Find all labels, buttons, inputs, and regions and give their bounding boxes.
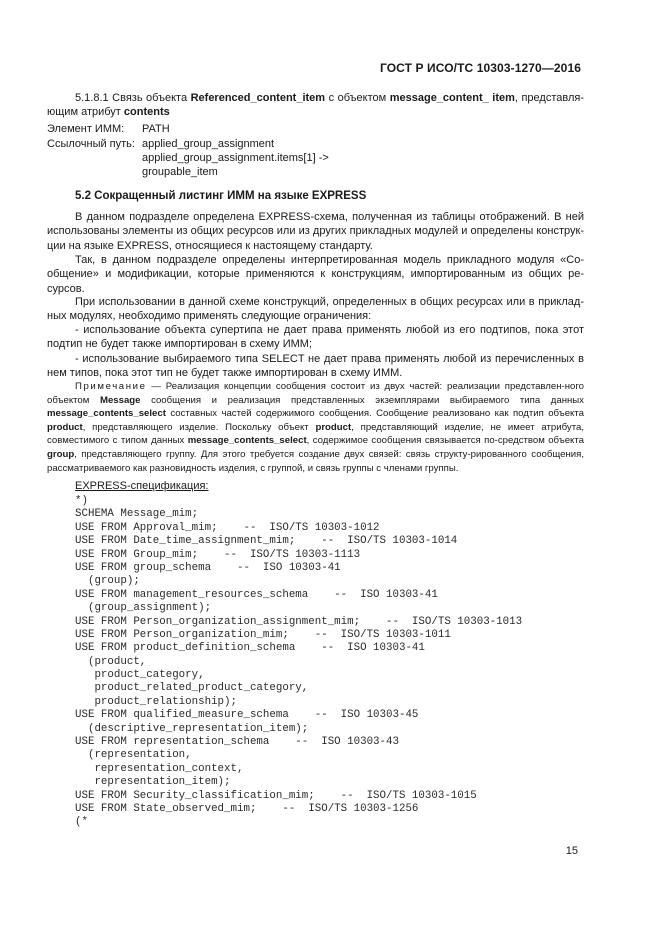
code-line: (representation, bbox=[75, 749, 192, 762]
mapping-path-line: applied_group_assignment bbox=[142, 138, 275, 150]
note-bold-term: product bbox=[315, 421, 352, 433]
note-text: сообщения и реализация представленных экземплярами выбираемого типа данных bbox=[140, 394, 584, 406]
clause-bold-term: contents bbox=[123, 106, 170, 119]
note-text: , представляющего группу. Для этого требуется создание двух связей: связь структу-рированного сообщения, рассматриваемого как разновидность изделия, с группой, и связь группы с членами группы. bbox=[47, 448, 584, 474]
clause-bold-term: Referenced_content_item bbox=[190, 92, 326, 104]
express-spec-title: EXPRESS-спецификация: bbox=[75, 480, 209, 492]
note-bold-term: message_contents_select bbox=[187, 435, 307, 447]
note-label: Примечание bbox=[75, 381, 147, 392]
code-line: product_category, bbox=[75, 669, 205, 682]
page-number: 15 bbox=[565, 845, 578, 857]
code-line: SCHEMA Message_mim; bbox=[75, 508, 199, 521]
section-5-2-heading: 5.2 Сокращенный листинг ИММ на языке EXPRESS bbox=[75, 190, 367, 202]
paragraph: Так, в данном подразделе определены интерпретированная модель прикладного модуля «Со-общение» и модификации, которые применяются к конструкциям, импортированным из общих ре-сурсов. bbox=[47, 254, 584, 295]
note-bold-term: group bbox=[47, 448, 75, 460]
mapping-path-line: applied_group_assignment.items[1] -> bbox=[142, 152, 329, 164]
code-line: USE FROM management_resources_schema -- ISO 10303-41 bbox=[75, 588, 438, 601]
code-line: USE FROM Approval_mim; -- ISO/TS 10303-1012 bbox=[75, 521, 380, 534]
code-line: USE FROM representation_schema -- ISO 10303-43 bbox=[75, 736, 399, 749]
note-bold-term: Message bbox=[99, 394, 141, 406]
paragraph: В данном подразделе определена EXPRESS-схема, полученная из таблицы отображений. В ней использованы элементы из общих ресурсов или из других прикладных модулей и определены конструк-ции на языке EXPRESS, относящиеся к настоящему стандарту. bbox=[47, 211, 584, 252]
document-header: ГОСТ Р ИСО/ТС 10303-1270—2016 bbox=[380, 61, 581, 75]
code-line: (group_assignment); bbox=[75, 602, 212, 615]
code-line: product_related_product_category, bbox=[75, 682, 309, 695]
clause-text: с объектом bbox=[325, 92, 390, 104]
mapping-element-value: PATH bbox=[142, 123, 170, 135]
express-code-block bbox=[75, 495, 522, 830]
mapping-path-label: Ссылочный путь: bbox=[47, 138, 135, 150]
code-line: (product, bbox=[75, 655, 147, 668]
restriction-item: - использование выбираемого типа SELECT не дает права применять любой из перечисленных в нем типов, пока этот тип не будет также импортирован в схему ИММ. bbox=[47, 353, 584, 380]
code-line: (group); bbox=[75, 575, 140, 588]
code-line: representation_context, bbox=[75, 762, 244, 775]
note-text: — Реализация концепции сообщения состоит из двух частей: реализации представлен-ного объектом bbox=[47, 381, 584, 406]
code-line: USE FROM Security_classification_mim; -- ISO/TS 10303-1015 bbox=[75, 789, 477, 802]
code-line: product_relationship); bbox=[75, 695, 237, 708]
code-line: USE FROM Date_time_assignment_mim; -- ISO/TS 10303-1014 bbox=[75, 535, 458, 548]
mapping-element-label: Элемент ИММ: bbox=[47, 123, 125, 135]
code-line: USE FROM product_definition_schema -- ISO 10303-41 bbox=[75, 642, 425, 655]
note-bold-term: message_contents_select bbox=[47, 408, 166, 420]
code-line: USE FROM group_schema -- ISO 10303-41 bbox=[75, 561, 341, 574]
code-line: USE FROM qualified_measure_schema -- ISO 10303-45 bbox=[75, 709, 419, 722]
note-text: , содержимое сообщения связывается по-средством объекта bbox=[306, 435, 584, 447]
note-text: , представляющего изделие. Поскольку объект bbox=[82, 421, 316, 433]
code-line: USE FROM Person_organization_assignment_mim; -- ISO/TS 10303-1013 bbox=[75, 615, 523, 628]
clause-text: 5.1.8.1 Связь объекта bbox=[75, 92, 191, 104]
code-line: USE FROM Group_mim; -- ISO/TS 10303-1113 bbox=[75, 548, 361, 561]
clause-5-1-8-1 bbox=[47, 91, 584, 120]
restriction-item: - использование объекта супертипа не дает права применять любой из его подтипов, пока этот подтип не будет также импортирован в схему ИММ; bbox=[47, 324, 584, 351]
code-line: USE FROM State_observed_mim; -- ISO/TS 10303-1256 bbox=[75, 802, 419, 815]
code-line: representation_item); bbox=[75, 776, 231, 789]
note-bold-term: product bbox=[47, 421, 83, 433]
code-line: *) bbox=[75, 495, 88, 507]
code-line: (* bbox=[75, 816, 88, 829]
note-block bbox=[47, 380, 584, 475]
code-line: (descriptive_representation_item); bbox=[75, 722, 309, 735]
code-line: USE FROM Person_organization_mim; -- ISO/TS 10303-1011 bbox=[75, 628, 451, 641]
note-text: , представляющий изделие, не имеет атрибута, совместимого с типом данных bbox=[47, 421, 584, 447]
paragraph: При использовании в данной схеме конструкций, определенных в общих ресурсах или в приклад-ных модулях, необходимо применять следующие ограничения: bbox=[47, 296, 584, 323]
mapping-path-line: groupable_item bbox=[142, 166, 218, 178]
note-text: составных частей содержимого сообщения. Сообщение реализовано как подтип объекта bbox=[165, 408, 584, 420]
clause-bold-term: message_content_ item bbox=[389, 92, 515, 104]
clause-text: , представля-ющим атрибут bbox=[47, 92, 585, 119]
